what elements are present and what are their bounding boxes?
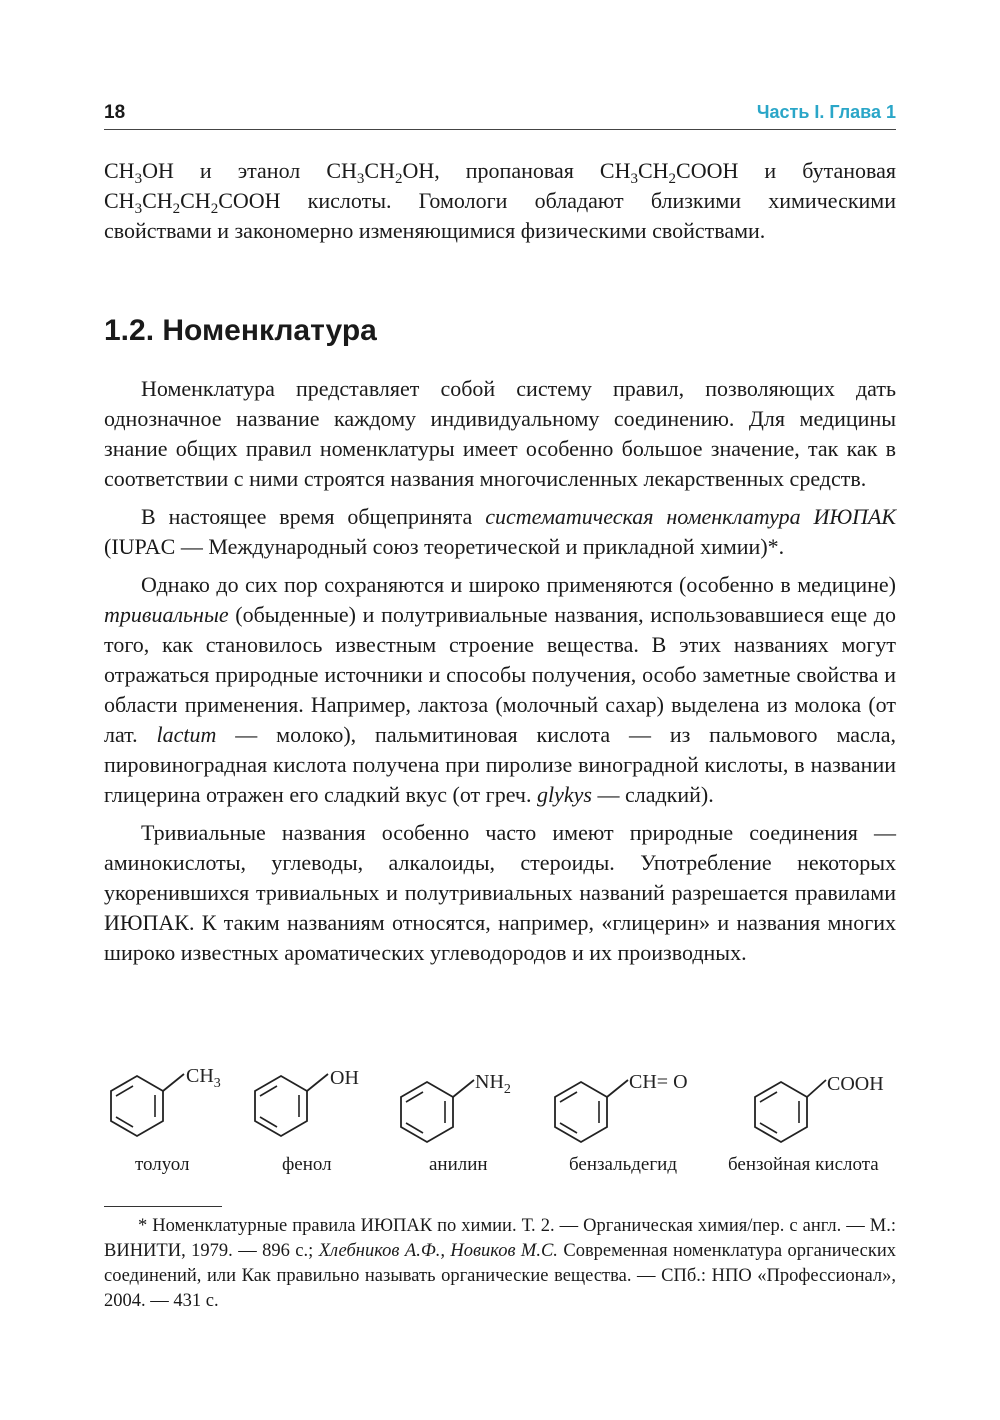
body-text [104, 374, 896, 968]
benzene-ring-icon [726, 1064, 906, 1150]
page-number: 18 [104, 102, 126, 123]
benzene-ring-icon [546, 1064, 716, 1150]
benzene-ring-icon [102, 1064, 242, 1150]
structure-label: бензальдегид [569, 1154, 677, 1175]
svg-text:CH= O: CH= O [629, 1071, 688, 1093]
svg-text:CH3: $CH_3$ [186, 1065, 221, 1091]
paragraph-iupac: В настоящее время общепринята систематическая номенклатура ИЮПАК (IUPAC — Международный союз теоретической и прикладной химии)*. [104, 504, 896, 559]
structure-label: анилин [429, 1154, 488, 1175]
structure-label: фенол [282, 1154, 332, 1175]
benzene-ring-icon [392, 1064, 532, 1150]
structure-benzoic-acid [726, 1064, 906, 1175]
structure-formulas [96, 1064, 906, 1184]
structure-aniline [392, 1064, 532, 1175]
benzene-ring-icon [246, 1064, 386, 1150]
structure-toluene [102, 1064, 242, 1175]
structure-benzaldehyde [546, 1064, 716, 1175]
paragraph-trivial: Однако до сих пор сохраняются и широко применяются (особенно в медицине) тривиальные (обыденные) и полутривиальные названия, использовавшиеся еще до того, как становилось известным строение вещества. В этих названиях могут отражаться природные источники и способы получения, особо заметные свойства и области применения. Например, лактоза (молочный сахар) выделена из молока (от лат. lactum — молоко), пальмитиновая кислота — из пальмового масла, пировиноградная кислота получена при пиролизе виноградной кислоты, в названии глицерина отражен его сладкий вкус (от греч. glykys — сладкий). [104, 572, 896, 807]
header-rule [104, 129, 896, 130]
svg-text:COOH: COOH [827, 1073, 884, 1095]
paragraph-natural: Тривиальные названия особенно часто имеют природные соединения — аминокислоты, углеводы, алкалоиды, стероиды. Употребление некоторых укоренившихся тривиальных и полутривиальных названий разрешается правилами ИЮПАК. К таким названиям относятся, например, «глицерин» и названия многих широко известных ароматических углеводородов и их производных. [104, 820, 896, 965]
svg-text:OH: OH [330, 1067, 359, 1089]
svg-text:NH2: $NH_2$ [475, 1071, 511, 1097]
paragraph-nomenclature: Номенклатура представляет собой систему правил, позволяющих дать однозначное название каждому индивидуальному соединению. Для медицины знание общих правил номенклатуры имеет особенно большое значение, так как в соответствии с ними строятся названия многочисленных лекарственных средств. [104, 376, 896, 491]
structure-label: бензойная кислота [728, 1154, 879, 1175]
structure-label: толуол [135, 1154, 190, 1175]
structure-phenol [246, 1064, 386, 1175]
section-title: 1.2. Номенклатура [104, 314, 377, 347]
intro-text: $CH_3OH$ и этанол $CH_3CH_2OH$, пропановая $CH_3CH_2COOH$ и бутановая $CH_3CH_2CH_2COOH$ кислоты. Гомологи обладают близкими химическими свойствами и закономерно изменяющимися физическими свойствами. [104, 158, 897, 243]
footnote-rule [104, 1206, 222, 1207]
intro-paragraph [104, 156, 896, 246]
footnote [104, 1214, 896, 1314]
running-title: Часть I. Глава 1 [756, 102, 896, 122]
footnote-text: * Номенклатурные правила ИЮПАК по химии. Т. 2. — Органическая химия/пер. с англ. — М.: ВИНИТИ, 1979. — 896 с.; Хлебников А.Ф., Новиков М.С. Современная номенклатура органических соединений, или Как правильно называть органические вещества. — СПб.: НПО «Профессионал», 2004. — 431 с. [104, 1216, 896, 1311]
page-header [104, 100, 896, 128]
